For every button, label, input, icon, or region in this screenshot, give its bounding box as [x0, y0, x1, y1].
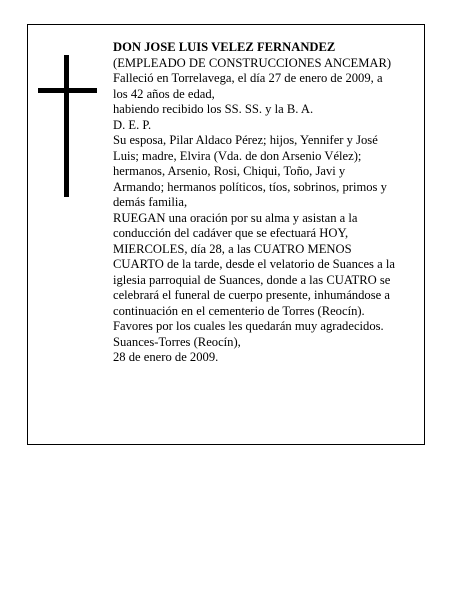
- notice-line-thanks: Favores por los cuales les quedarán muy agradecidos.: [113, 319, 384, 333]
- cross-icon: [38, 55, 98, 197]
- notice-line-place: Suances-Torres (Reocín),: [113, 334, 241, 349]
- deceased-name: DON JOSE LUIS VELEZ FERNANDEZ: [113, 40, 336, 54]
- notice-line-family: hermanos, Arsenio, Rosi, Chiqui, Toño, Javi y: [113, 164, 346, 178]
- notice-line-request: CUARTO de la tarde, desde el velatorio de Suances a la: [113, 257, 395, 271]
- notice-line-employer: (EMPLEADO DE CONSTRUCCIONES ANCEMAR): [113, 55, 392, 70]
- notice-line-family: Armando; hermanos políticos, tíos, sobrinos, primos y: [113, 179, 387, 194]
- notice-line-sacraments: habiendo recibido los SS. SS. y la B. A.: [113, 102, 314, 116]
- notice-line-age: los 42 años de edad,: [113, 86, 215, 101]
- notice-line-family: Su esposa, Pilar Aldaco Pérez; hijos, Yennifer y José: [113, 133, 378, 147]
- notice-line-request: conducción del cadáver que se efectuará HOY,: [113, 226, 349, 240]
- notice-line-request: iglesia parroquial de Suances, donde a las CUATRO se: [113, 272, 391, 287]
- notice-line-request: celebrará el funeral de cuerpo presente, inhumándose a: [113, 288, 390, 302]
- cross-vertical-bar: [64, 55, 69, 197]
- cross-horizontal-bar: [38, 88, 97, 93]
- notice-line-request: RUEGAN una oración por su alma y asistan a la: [113, 210, 358, 225]
- notice-line-request: continuación en el cementerio de Torres (Reocín).: [113, 303, 365, 318]
- notice-line-date: 28 de enero de 2009.: [113, 350, 219, 364]
- notice-line-family: Luis; madre, Elvira (Vda. de don Arsenio Vélez);: [113, 148, 362, 163]
- notice-line-family: demás familia,: [113, 195, 188, 209]
- notice-line-rip: D. E. P.: [113, 117, 152, 132]
- notice-line-death: Falleció en Torrelavega, el día 27 de enero de 2009, a: [113, 71, 383, 85]
- notice-line-request: MIERCOLES, día 28, a las CUATRO MENOS: [113, 241, 352, 256]
- obituary-text: [113, 40, 423, 366]
